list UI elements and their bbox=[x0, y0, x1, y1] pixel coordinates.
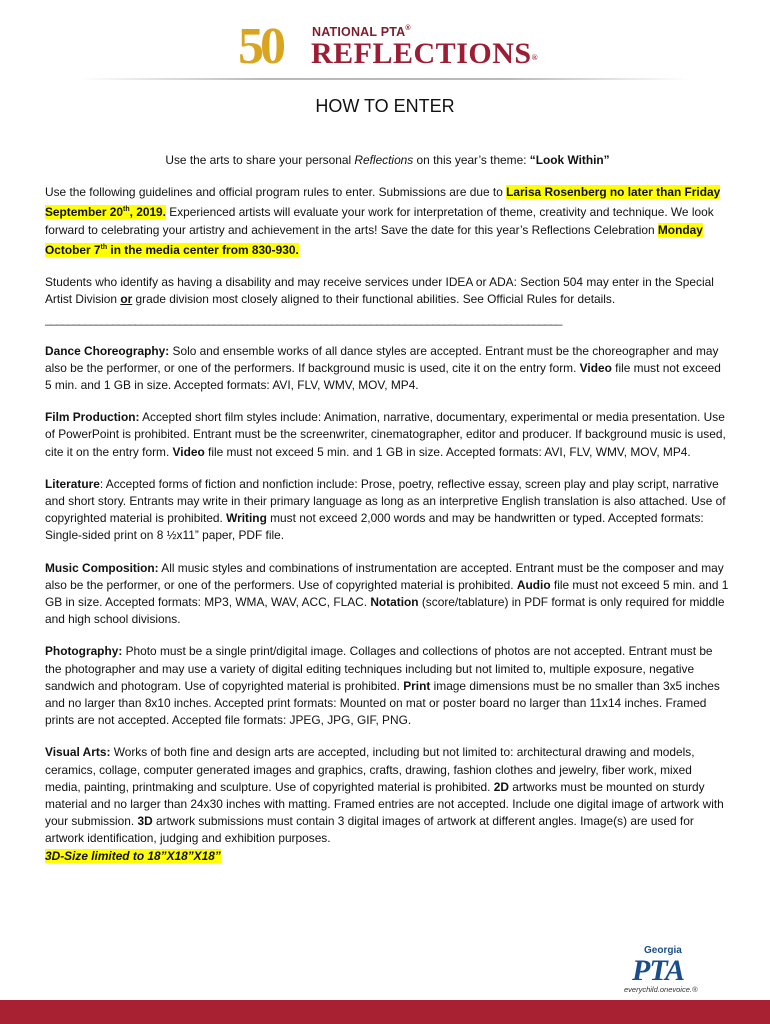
intro-paragraph: Use the following guidelines and official program rules to enter. Submissions are due to Larisa Rosenberg no later than Friday September 20th, 2019. Experienced artists will evaluate your work for interpretation of theme, creativity and technique. We look forward to celebrating your artistry and achievement in the arts! Save the date for this year’s Reflections Celebration Monday October 7th in the media center from 830-930. bbox=[45, 185, 721, 257]
page-title: HOW TO ENTER bbox=[315, 96, 455, 116]
georgia-pta-logo bbox=[622, 945, 722, 995]
national-pta-text: NATIONAL PTA® bbox=[312, 25, 411, 39]
visual-arts-section: Visual Arts: Works of both fine and design arts are accepted, including but not limited to: architectural drawing and models, ceramics, collage, computer generated images and graphics, crafts, drawing, fashion clothes and jewelry, fiber work, mixed media, painting, printmaking and sculpture. Use of copyrighted material is prohibited. 2D artworks must be mounted on sturdy material and no larger than 24x30 inches with matting. Framed entries are not accepted. Include one digital image of artwork with your submission. 3D artwork submissions must contain 3 digital images of artwork at different angles. Image(s) are used for artwork identification, judging and exhibition purposes. 3D-Size limited to 18”X18”X18” bbox=[45, 745, 724, 863]
literature-section: Literature: Accepted forms of fiction and nonfiction include: Prose, poetry, reflective essay, screen play and play script, narrative and short story. Entrants may write in their primary language as long as an interpretive English translation is also attached. Use of copyrighted material is prohibited. Writing must not exceed 2,000 words and may be handwritten or typed. Accepted formats: Single-sided print on 8 ½x11” paper, PDF file. bbox=[45, 476, 726, 543]
dance-section: Dance Choreography: Solo and ensemble works of all dance styles are accepted. Entrant must be the choreographer and may also be the performer, or one of the performers. If background music is used, cite it on the entry form. Video file must not exceed 5 min. and 1 GB in size. Accepted formats: AVI, FLV, WMV, MOV, MP4. bbox=[45, 343, 721, 392]
reflections-wordmark: REFLECTIONS® bbox=[311, 37, 539, 70]
theme-line: Use the arts to share your personal Reflections on this year’s theme: “Look Within” bbox=[165, 153, 610, 167]
georgia-text: Georgia bbox=[644, 945, 682, 956]
pta-wordmark: PTA bbox=[632, 954, 685, 987]
header-divider bbox=[80, 78, 690, 80]
3d-size-note: 3D-Size limited to 18”X18”X18” bbox=[45, 848, 221, 863]
film-section: Film Production: Accepted short film styles include: Animation, narrative, documentary, experimental or media presentation. Use of PowerPoint is prohibited. Entrant must be the screenwriter, cinematographer, editor and producer. If background music is used, cite it on the entry form. Video file must not exceed 5 min. and 1 GB in size. Accepted formats: AVI, FLV, WMV, MOV, MP4. bbox=[45, 410, 726, 459]
photography-section: Photography: Photo must be a single print/digital image. Collages and collections of photos are not accepted. Entrant must be the photographer and may use a variety of digital editing techniques including but not limited to, multiple exposure, negative sandwich and photogram. Use of copyrighted material is prohibited. Print image dimensions must be no smaller than 3x5 inches and no larger than 8x10 inches. Accepted print formats: Mounted on mat or poster board no larger than 11x14 inches. Framed prints are not accepted. Accepted file formats: JPEG, JPG, GIF, PNG. bbox=[45, 644, 720, 728]
section-divider: ____________________________________________________________________________________________ bbox=[45, 312, 562, 327]
reflections-logo bbox=[238, 18, 539, 75]
fifty-mark: 50 bbox=[238, 18, 282, 75]
music-section: Music Composition: All music styles and combinations of instrumentation are accepted. Entrant must be the composer and may also be the performer, or one of the performers. Use of copyrighted material is prohibited. Audio file must not exceed 5 min. and 1 GB in size. Accepted formats: MP3, WMA, WAV, ACC, FLAC. Notation (score/tablature) in PDF format is only required for middle and high school divisions. bbox=[45, 560, 729, 627]
pta-tagline: everychild.onevoice.® bbox=[624, 985, 698, 994]
disability-paragraph: Students who identify as having a disability and may receive services under IDEA or ADA: Section 504 may enter in the Special Artist Division or grade division most closely aligned to their functional abilities. See Official Rules for details. bbox=[45, 274, 714, 307]
footer-bar bbox=[0, 1000, 770, 1024]
document-body bbox=[45, 152, 730, 880]
